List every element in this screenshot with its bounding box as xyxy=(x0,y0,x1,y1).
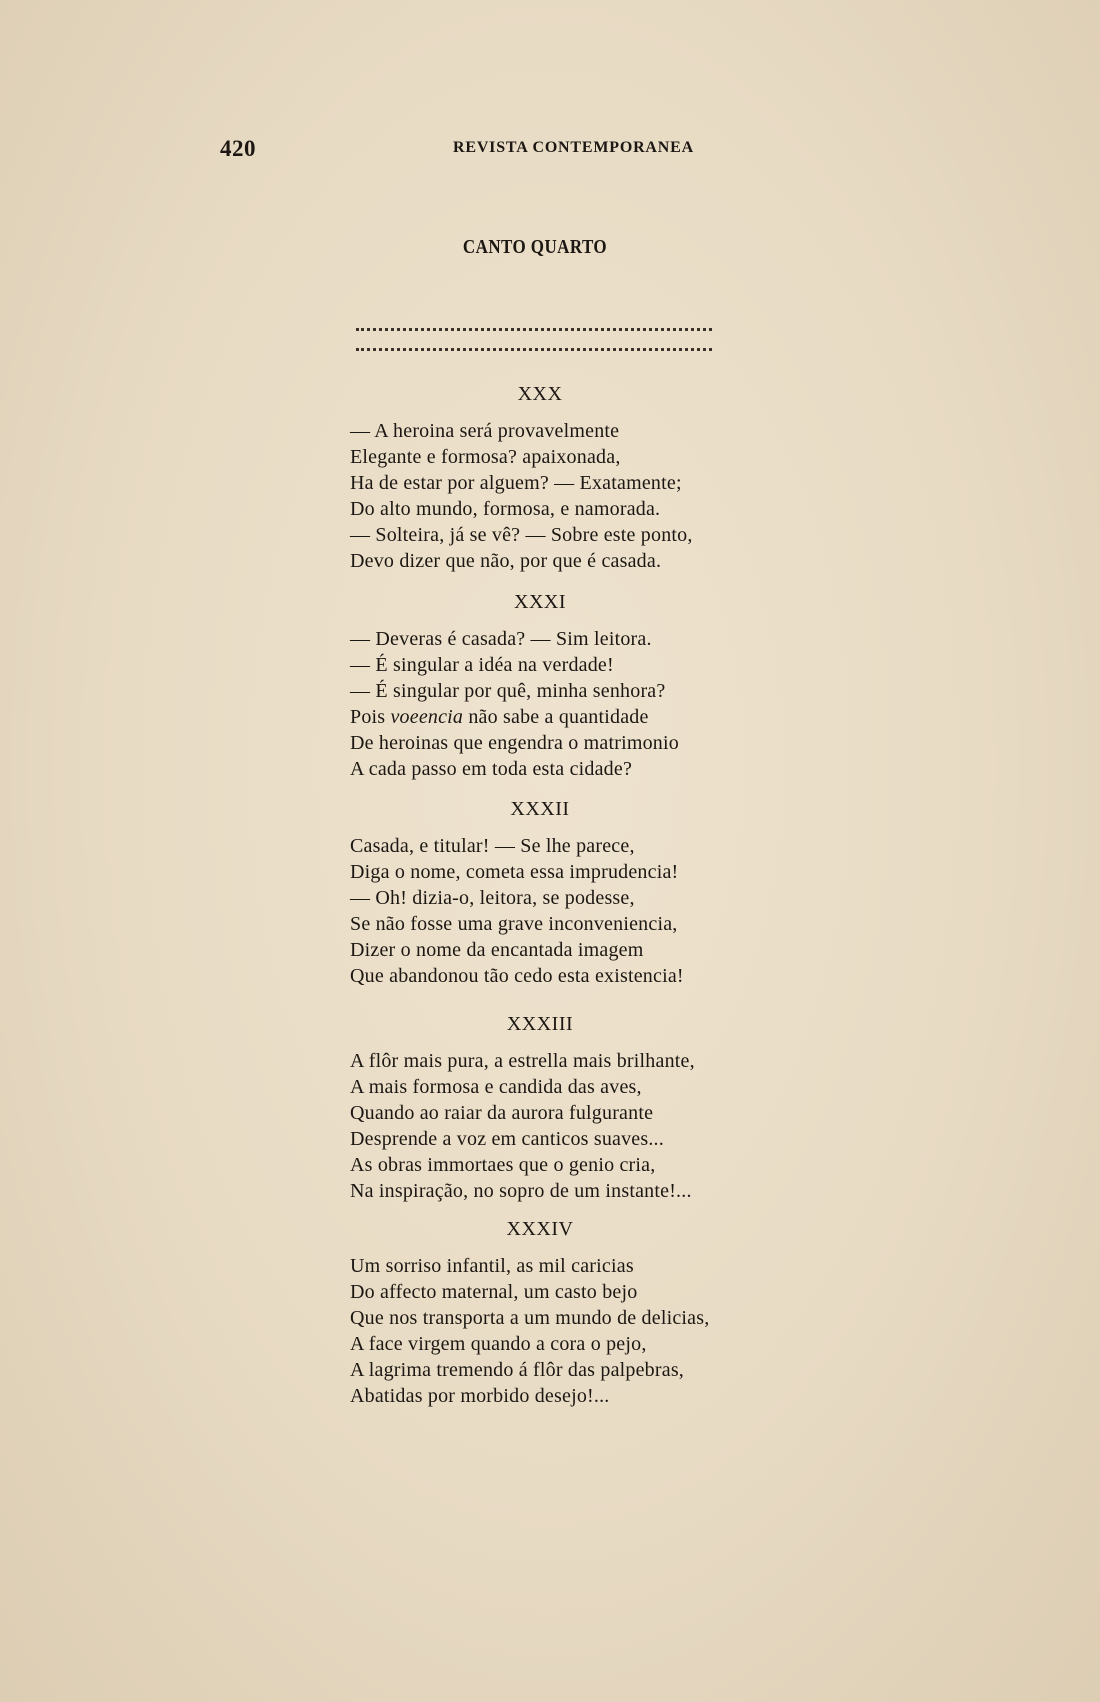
stanza-xxxii xyxy=(350,795,770,989)
verse-line: Que abandonou tão cedo esta existencia! xyxy=(350,965,684,987)
verse-line: Que nos transporta a um mundo de delicias, xyxy=(350,1307,710,1329)
verse-line: Se não fosse uma grave inconveniencia, xyxy=(350,913,678,935)
stanza-xxxi xyxy=(350,588,770,782)
verse-line: — É singular por quê, minha senhora? xyxy=(350,680,666,702)
verse-line: Do alto mundo, formosa, e namorada. xyxy=(350,498,661,520)
stanza-xxxiii xyxy=(350,1010,770,1204)
stanza-numeral: XXXI xyxy=(514,591,566,613)
verse-line: Um sorriso infantil, as mil caricias xyxy=(350,1255,634,1277)
stanza-numeral: XXX xyxy=(517,383,563,405)
verse-line: A face virgem quando a cora o pejo, xyxy=(350,1333,647,1355)
verse-line: As obras immortaes que o genio cria, xyxy=(350,1154,656,1176)
verse-line: Quando ao raiar da aurora fulgurante xyxy=(350,1102,654,1124)
running-header xyxy=(220,136,700,164)
verse-line: — É singular a idéa na verdade! xyxy=(350,654,614,676)
ellipsis-rule-1 xyxy=(356,322,712,331)
ellipsis-rule-2 xyxy=(356,342,712,351)
verse-line: — A heroina será provavelmente xyxy=(350,420,620,442)
verse-line: — Deveras é casada? — Sim leitora. xyxy=(350,628,652,650)
verse-line: A flôr mais pura, a estrella mais brilhante, xyxy=(350,1050,695,1072)
verse-line: Abatidas por morbido desejo!... xyxy=(350,1385,610,1407)
verse-line-with-italic: Pois voeencia não sabe a quantidade xyxy=(350,706,649,728)
verse-line: Dizer o nome da encantada imagem xyxy=(350,939,644,961)
verse-line: — Oh! dizia-o, leitora, se podesse, xyxy=(350,887,635,909)
stanza-numeral: XXXII xyxy=(510,798,570,820)
verse-line: A mais formosa e candida das aves, xyxy=(350,1076,642,1098)
verse-line: Na inspiração, no sopro de um instante!... xyxy=(350,1180,692,1202)
italic-word: voeencia xyxy=(390,706,464,728)
canto-title: CANTO QUARTO xyxy=(462,236,608,258)
stanza-xxx xyxy=(350,380,770,574)
stanza-numeral: XXXIII xyxy=(506,1013,574,1035)
page-number: 420 xyxy=(220,136,256,161)
verse-line: Casada, e titular! — Se lhe parece, xyxy=(350,835,635,857)
verse-line: Ha de estar por alguem? — Exatamente; xyxy=(350,472,682,494)
stanza-xxxiv xyxy=(350,1215,770,1409)
verse-line: — Solteira, já se vê? — Sobre este ponto, xyxy=(350,524,693,546)
stanza-numeral: XXXIV xyxy=(506,1218,574,1240)
verse-line: Desprende a voz em canticos suaves... xyxy=(350,1128,664,1150)
verse-line: Devo dizer que não, por que é casada. xyxy=(350,550,662,572)
verse-line: De heroinas que engendra o matrimonio xyxy=(350,732,679,754)
verse-line: A cada passo em toda esta cidade? xyxy=(350,758,633,780)
verse-line: A lagrima tremendo á flôr das palpebras, xyxy=(350,1359,684,1381)
verse-line: Do affecto maternal, um casto bejo xyxy=(350,1281,638,1303)
verse-line: Diga o nome, cometa essa imprudencia! xyxy=(350,861,679,883)
running-title: REVISTA CONTEMPORANEA xyxy=(453,139,694,156)
verse-line: Elegante e formosa? apaixonada, xyxy=(350,446,621,468)
